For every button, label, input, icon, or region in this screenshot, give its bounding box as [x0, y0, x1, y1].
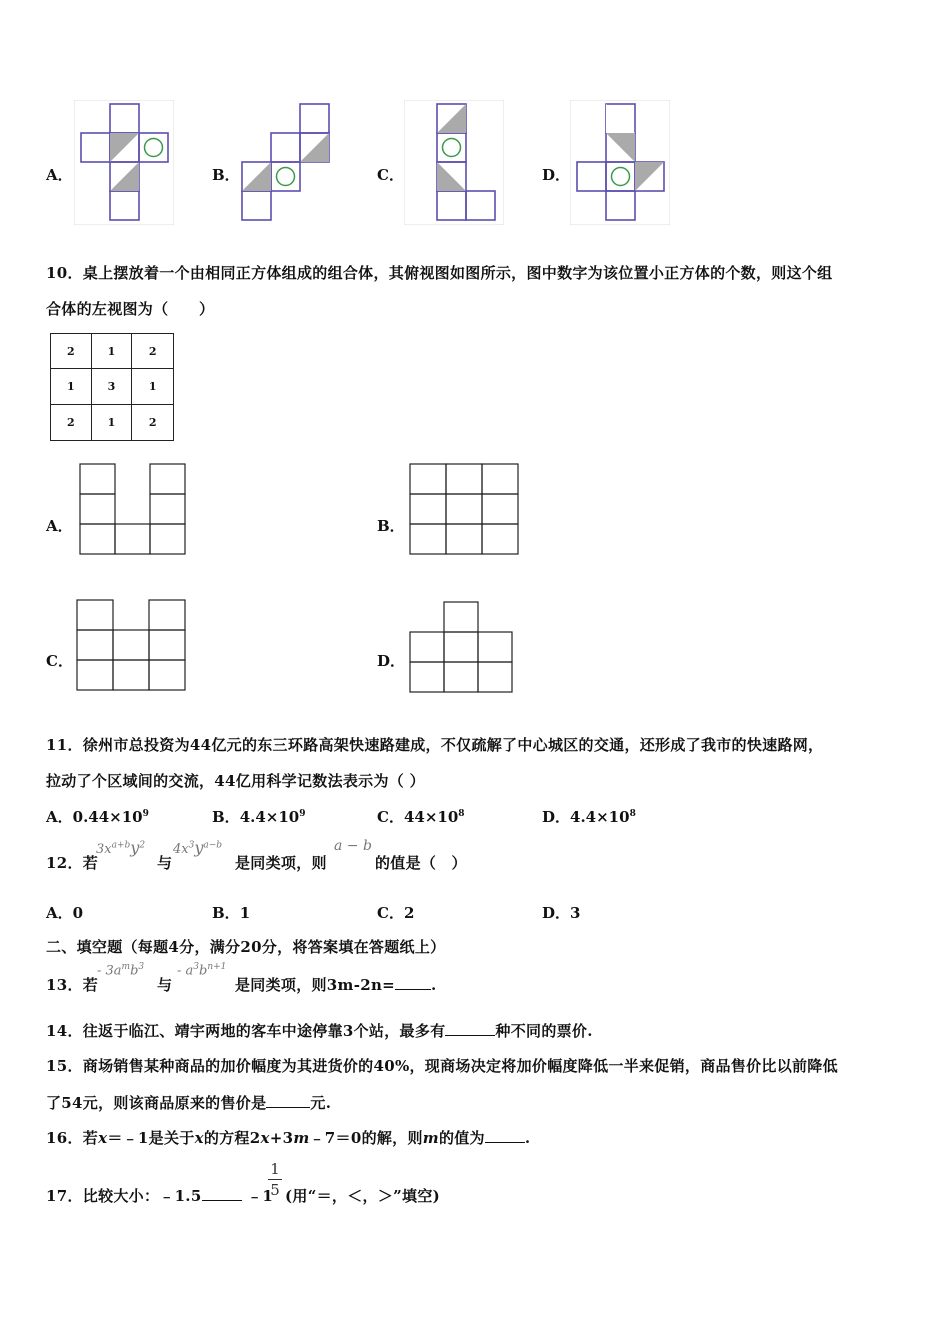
option-value: 4.4×10 — [239, 808, 300, 826]
grid-cell: 2 — [51, 334, 92, 369]
option-label: B． — [212, 904, 240, 922]
question-text: . — [524, 1129, 531, 1147]
q9-option-c-label: C． — [377, 166, 404, 184]
math-sup: 3 — [188, 840, 195, 851]
fraction-numerator: 1 — [270, 1160, 280, 1178]
q10-option-c-view — [75, 598, 187, 692]
q13-prefix: 13．若 — [46, 976, 99, 994]
grid-cell: 1 — [51, 369, 92, 404]
q13-expr2 — [177, 962, 226, 978]
option-exponent: 9 — [299, 809, 306, 819]
q11-line2: 拉动了个区域间的交流，44亿用科学记数法表示为（ ） — [46, 772, 425, 790]
grid-cell: 3 — [92, 369, 133, 404]
math: - a — [177, 963, 194, 979]
option-label: B． — [212, 808, 240, 826]
option-label: A． — [46, 904, 73, 922]
math: m — [293, 1129, 310, 1147]
question-text: ＝﹣1是关于 — [107, 1129, 195, 1147]
q12-mid: 与 — [157, 854, 173, 872]
option-label: C． — [377, 904, 404, 922]
q10-line1: 10．桌上摆放着一个由相同正方体组成的组合体，其俯视图如图所示，图中数字为该位置小正方体的个数，则这个组 — [46, 264, 833, 282]
q12-suffix: 的值是（ ） — [375, 854, 467, 872]
option-value: 44×10 — [403, 808, 459, 826]
q12-expr1 — [96, 838, 145, 857]
question-text: 17．比较大小：﹣1.5 — [46, 1187, 202, 1205]
option-exponent: 8 — [629, 809, 636, 819]
question-text: ﹣7＝0的解，则 — [309, 1129, 423, 1147]
q11-line1: 11．徐州市总投资为44亿元的东三环路高架快速路建成，不仅疏解了中心城区的交通，还形成了我市的快速路网， — [46, 736, 824, 754]
q13-mid: 与 — [157, 976, 173, 994]
math-sup: a−b — [203, 840, 223, 851]
q11-option-c — [377, 806, 465, 827]
math-sup: a+b — [111, 840, 131, 851]
q12-expr2 — [173, 838, 222, 857]
math: 3x — [96, 842, 112, 857]
math-sup: 3 — [138, 962, 145, 972]
math-sup: n+1 — [207, 962, 227, 972]
q10-top-view-grid — [50, 333, 174, 441]
math-sup: 2 — [139, 840, 146, 851]
option-label: D． — [542, 808, 571, 826]
math: - 3a — [97, 963, 122, 979]
q10-option-d-view — [408, 600, 516, 694]
q9-option-d-net — [570, 100, 670, 225]
question-text: 的方程2 — [203, 1129, 261, 1147]
q12-option-b — [212, 902, 250, 923]
question-text: 了54元，则该商品原来的售价是 — [46, 1094, 267, 1112]
q17 — [46, 1185, 273, 1206]
math: x — [98, 1129, 108, 1147]
q11-option-d — [542, 806, 636, 827]
q9-option-a-label: A． — [46, 166, 73, 184]
option-exponent: 8 — [458, 809, 465, 819]
math: y — [130, 838, 140, 857]
q17-fraction — [268, 1160, 282, 1199]
grid-cell: 2 — [148, 415, 157, 429]
math: m — [422, 1129, 439, 1147]
q11-option-b — [212, 806, 306, 827]
grid-cell: 1 — [92, 405, 133, 440]
q12-option-a — [46, 902, 83, 923]
option-label: C． — [377, 808, 404, 826]
option-value: 0.44×10 — [72, 808, 143, 826]
math: b — [199, 963, 208, 979]
question-text: 14．往返于临江、靖宇两地的客车中途停靠3个站，最多有 — [46, 1022, 446, 1040]
q11-option-a — [46, 806, 149, 827]
option-value: 1 — [239, 904, 251, 922]
answer-blank[interactable] — [202, 1200, 242, 1201]
answer-blank[interactable] — [445, 1035, 495, 1036]
question-text: ﹣1 — [247, 1187, 274, 1205]
q13-expr1 — [97, 962, 144, 978]
question-text: 种不同的票价. — [495, 1022, 593, 1040]
q14 — [46, 1020, 593, 1041]
fraction-denominator: 5 — [270, 1181, 280, 1199]
q9-option-b-net — [239, 100, 339, 225]
q10-option-b-view — [408, 462, 520, 556]
q17-suffix: (用“＝，＜，＞”填空) — [285, 1187, 441, 1205]
q13-suffix — [235, 974, 437, 995]
math-sup: m — [121, 962, 131, 972]
answer-blank[interactable] — [395, 989, 431, 990]
question-text: 16．若 — [46, 1129, 99, 1147]
option-value: 0 — [72, 904, 84, 922]
option-value: 4.4×10 — [570, 808, 630, 826]
math: x — [260, 1129, 270, 1147]
math: 4x — [173, 842, 189, 857]
question-text: 是同类项，则3m-2n= — [235, 976, 396, 994]
math-sup: 3 — [193, 962, 200, 972]
q9-option-a-net — [74, 100, 174, 225]
q12-after: 是同类项，则 — [235, 854, 327, 872]
option-label: D． — [542, 904, 571, 922]
answer-blank[interactable] — [485, 1142, 525, 1143]
q12-option-c — [377, 902, 414, 923]
option-label: A． — [46, 808, 73, 826]
q12-option-d — [542, 902, 580, 923]
option-value: 2 — [403, 904, 415, 922]
fraction-bar — [268, 1179, 282, 1180]
q10-option-a-view — [78, 462, 188, 556]
q10-option-d-label: D． — [377, 652, 406, 670]
answer-blank[interactable] — [266, 1107, 310, 1108]
question-text: 的值为 — [438, 1129, 485, 1147]
option-exponent: 9 — [142, 809, 149, 819]
q16 — [46, 1127, 530, 1148]
math: x — [194, 1129, 204, 1147]
question-text: . — [431, 976, 437, 994]
grid-cell: 1 — [92, 334, 133, 369]
math: b — [130, 963, 139, 979]
q9-option-b-label: B． — [212, 166, 240, 184]
question-text: +3 — [269, 1129, 294, 1147]
question-text: 元. — [310, 1094, 332, 1112]
q9-option-d-label: D． — [542, 166, 571, 184]
q9-option-c-net — [404, 100, 504, 225]
grid-cell: 2 — [132, 334, 173, 369]
q10-option-c-label: C． — [46, 652, 73, 670]
math: y — [194, 838, 204, 857]
q12-prefix: 12．若 — [46, 854, 99, 872]
grid-cell: 1 — [132, 369, 173, 404]
q10-option-b-label: B． — [377, 517, 405, 535]
section-heading: 二、填空题（每题4分，满分20分，将答案填在答题纸上） — [46, 938, 446, 956]
q15-line2 — [46, 1092, 331, 1113]
q12-expr3: a − b — [334, 838, 372, 854]
grid-cell: 2 — [51, 405, 92, 440]
q15-line1: 15．商场销售某种商品的加价幅度为其进货价的40%，现商场决定将加价幅度降低一半来促销，商品售价比以前降低 — [46, 1057, 838, 1075]
q10-line2: 合体的左视图为（ ） — [46, 300, 215, 318]
option-value: 3 — [570, 904, 581, 922]
q10-option-a-label: A． — [46, 517, 73, 535]
